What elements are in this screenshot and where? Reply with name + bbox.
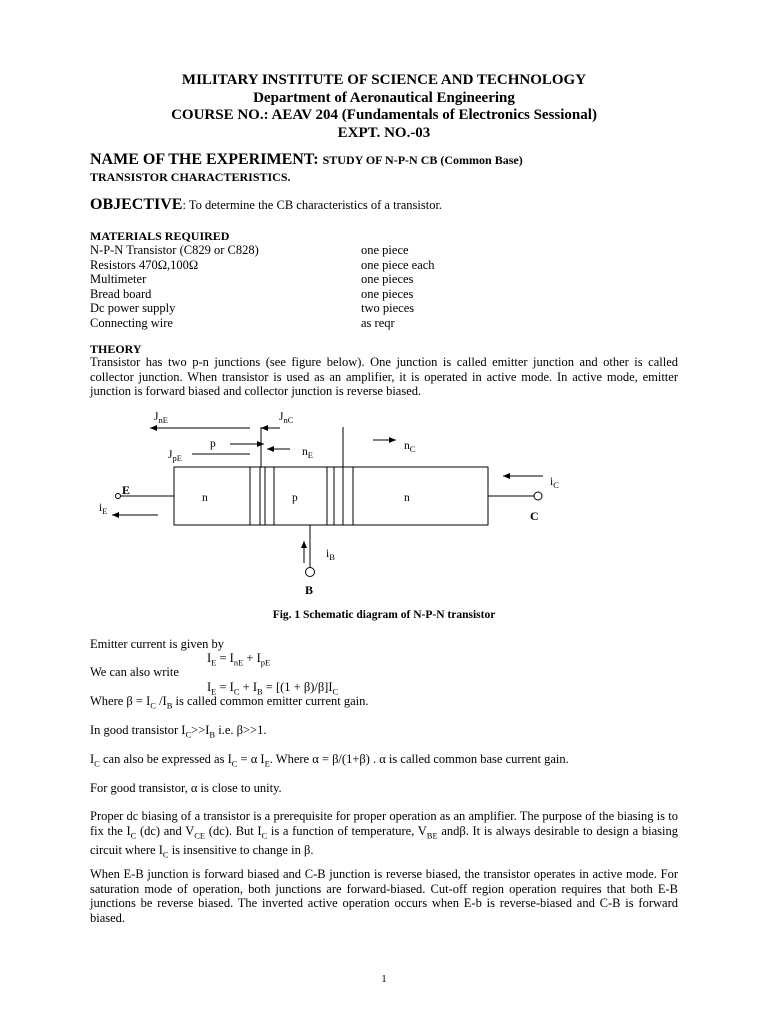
label-JpE: $J_{pE}$ (168, 449, 182, 463)
good-transistor-line: In good transistor $I_C>>I_B$ i.e. β>>1. (90, 723, 267, 740)
region-emitter-n: n (202, 492, 208, 504)
label-JnC: $J_{nC}$ (279, 411, 294, 425)
beta-definition: Where $\beta = I_C$ $/I_B$ is called common emitter current gain. (90, 694, 369, 711)
region-base-p: p (292, 492, 298, 504)
collector-terminal (534, 492, 542, 500)
equation-1: $I_E = I_{nE} + I_{pE}$ (207, 651, 271, 668)
terminal-E: E (122, 483, 131, 497)
also-write-line: We can also write (90, 665, 179, 679)
institute-name: MILITARY INSTITUTE OF SCIENCE AND TECHNOLOGY (181, 72, 587, 88)
material-row: Connecting wire as reqr (90, 315, 395, 330)
experiment-name-line: NAME OF THE EXPERIMENT: STUDY OF N-P-N CB (Common Base) (90, 151, 523, 168)
biasing-paragraph: Proper dc biasing of a transistor is a prerequisite for proper operation as an amplifier. The purpose of the biasing is to fix the $I_C$ (dc) and $V_{CE}$ (dc). But $I_C$ is a function of temperature, $V_{BE}$ andβ. It is always desirable to design a biasing circuit where $I_C$ is insensitive to change in β. (90, 809, 678, 859)
region-collector-n: n (404, 492, 410, 504)
material-row: N-P-N Transistor (C829 or C828) one piece (90, 243, 409, 257)
course-title: COURSE NO.: AEAV 204 (Fundamentals of Electronics Sessional) (171, 107, 597, 123)
theory-paragraph: Transistor has two p-n junctions (see figure below). One junction is called emitter junction and other is called collector junction. When transistor is used as an amplifier, it is operated in active mode. In active mode, emitter junction is forward biased and collector junction is reverse biased. (90, 355, 678, 398)
terminal-C: C (530, 509, 539, 523)
experiment-label: NAME OF THE EXPERIMENT (90, 151, 314, 168)
figure-caption: Fig. 1 Schematic diagram of N-P-N transistor (272, 609, 496, 621)
emitter-terminal (116, 494, 121, 499)
label-JnE: $J_{nE}$ (154, 411, 168, 425)
experiment-number: EXPT. NO.-03 (337, 124, 431, 141)
terminal-B: B (305, 583, 314, 597)
emitter-current-intro: Emitter current is given by (90, 637, 224, 651)
objective-line (90, 198, 442, 213)
materials-heading: MATERIALS REQUIRED (90, 229, 230, 243)
unity-line: For good transistor, α is close to unity. (90, 781, 282, 795)
label-iB: $i_B$ (326, 548, 335, 562)
npn-transistor-diagram (90, 405, 690, 605)
label-nE: $n_E$ (302, 446, 313, 460)
page-number: 1 (381, 973, 387, 985)
base-terminal (306, 568, 315, 577)
department-name: Department of Aeronautical Engineering (253, 89, 515, 106)
label-iE: $i_E$ (99, 502, 108, 516)
material-row: Bread board one pieces (90, 286, 414, 301)
modes-paragraph: When E-B junction is forward biased and C-B junction is reverse biased, the transistor operates in active mode. For saturation mode of operation, both junctions are forward-biased. Cut-off region operation requires that both E-B junctions be reverse biased. The inverted active operation occurs when E-b is reverse-biased and C-B is forward biased. (90, 867, 678, 925)
experiment-title-2: TRANSISTOR CHARACTERISTICS. (90, 170, 291, 184)
transistor-body (174, 467, 488, 525)
material-row: Multimeter one pieces (90, 272, 414, 286)
label-nC: $n_C$ (404, 440, 416, 454)
label-p: p (210, 438, 216, 450)
experiment-title-1: STUDY OF N-P-N CB (Common Base) (322, 153, 523, 167)
theory-heading: THEORY (90, 342, 142, 356)
objective-label: OBJECTIVE (90, 196, 183, 213)
material-row: Resistors 470Ω,100Ω one piece each (90, 257, 435, 272)
equation-2: $I_E = I_C + I_B = [(1 + \beta)/\beta]I_C$ (207, 680, 339, 697)
label-iC: $i_C$ (550, 476, 559, 490)
objective-text: : To determine the CB characteristics of a transistor. (182, 198, 443, 212)
document-header (0, 72, 768, 142)
alpha-line: $I_C$ can also be expressed as $I_C = \alpha$ $I_E$. Where α = β/(1+β) . α is called common base current gain. (90, 752, 569, 769)
material-row: Dc power supply two pieces (90, 301, 415, 315)
